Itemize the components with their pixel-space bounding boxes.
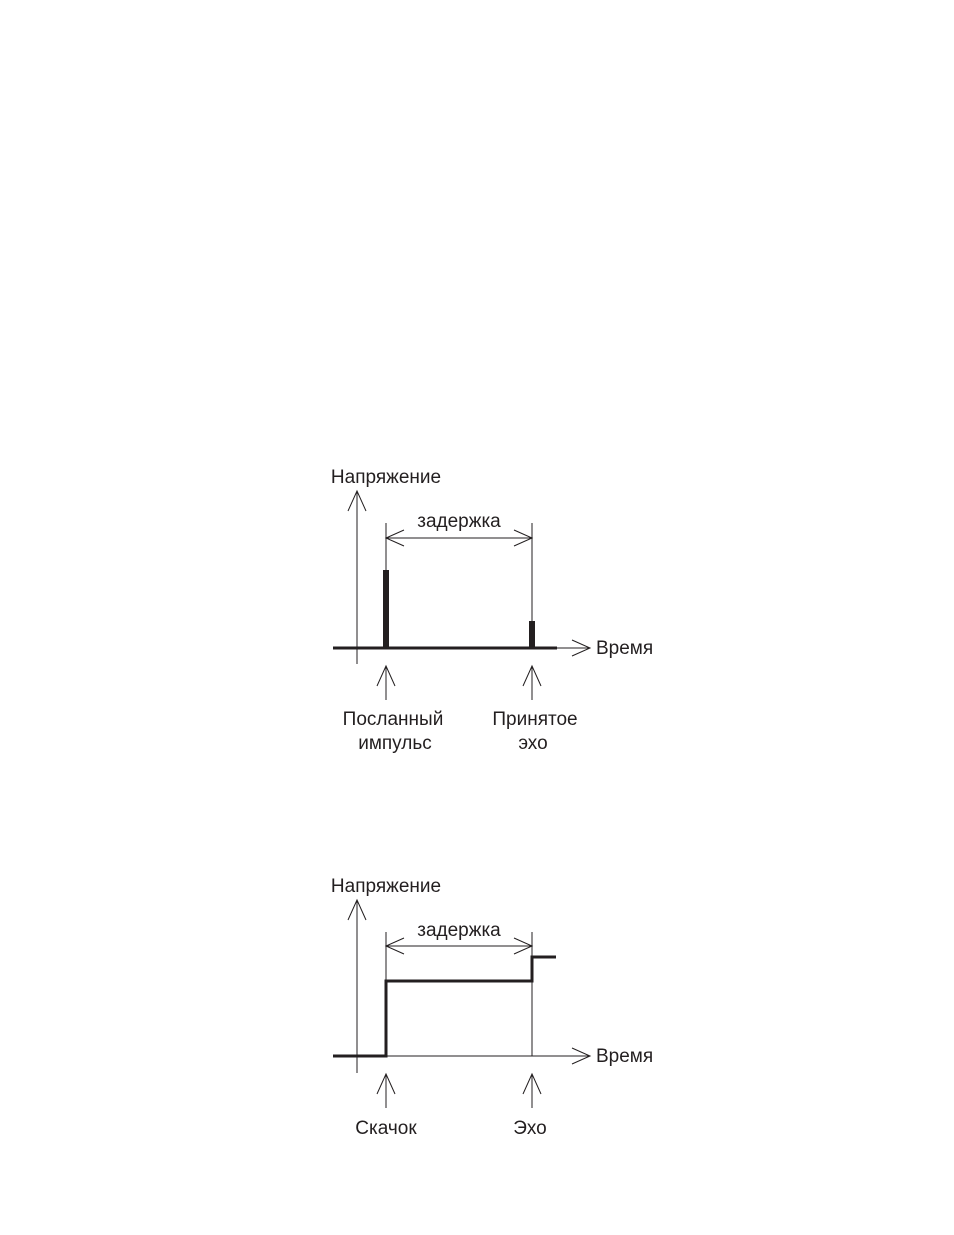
marker-right-label-line2: эхо — [518, 733, 548, 754]
y-axis-label: Напряжение — [330, 876, 442, 897]
delay-label: задержка — [417, 511, 501, 532]
echo-pulse — [529, 621, 535, 648]
x-axis-label: Время — [596, 638, 654, 659]
marker-left-label-line1: Скачок — [355, 1118, 417, 1139]
marker-left-label-line1: Посланный — [342, 709, 444, 730]
marker-left-label-line2: импульс — [358, 733, 432, 754]
y-axis-label: Напряжение — [330, 467, 442, 488]
x-axis-label: Время — [596, 1046, 654, 1067]
sent-pulse — [383, 570, 389, 648]
marker-right-label-line1: Принятое — [492, 709, 578, 730]
delay-label: задержка — [417, 920, 501, 941]
step-waveform — [333, 957, 556, 1056]
pulse-diagram — [331, 467, 653, 754]
marker-right-label-line1: Эхо — [513, 1118, 547, 1139]
step-diagram — [331, 876, 653, 1139]
